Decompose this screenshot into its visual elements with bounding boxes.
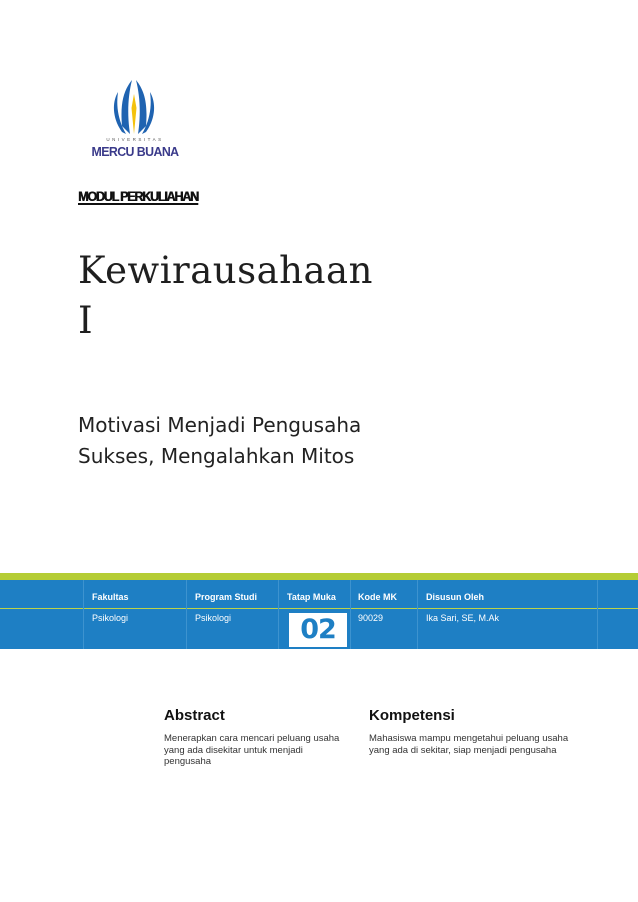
logo-name-text: MERCU BUANA [91,144,179,159]
abstract-text: Menerapkan cara mencari peluang usaha yang ada disekitar untuk menjadi pengusaha [164,733,340,767]
university-emblem-icon [108,78,162,136]
value-author: Ika Sari, SE, M.Ak [426,613,500,623]
header-program: Program Studi [195,592,258,602]
title-line: I [78,299,94,342]
module-label: MODUL PERKULIAHAN [78,188,198,204]
value-faculty: Psikologi [92,613,129,623]
header-faculty: Fakultas [92,592,129,602]
info-table [0,573,638,649]
value-course-code: 90029 [358,613,384,623]
column-divider [186,580,187,649]
band-divider [0,608,638,609]
course-title [78,246,373,346]
header-author: Disusun Oleh [426,592,485,602]
value-program: Psikologi [195,613,232,623]
column-divider [417,580,418,649]
band-top-stripe [0,573,638,580]
module-subtitle [78,410,361,472]
logo-university-text: UNIVERSITAS [106,137,164,142]
competence-text: Mahasiswa mampu mengetahui peluang usaha yang ada di sekitar, siap menjadi pengusaha [369,733,569,756]
subtitle-line: Sukses, Mengalahkan Mitos [78,444,355,468]
header-course-code: Kode MK [358,592,397,602]
header-session: Tatap Muka [287,592,336,602]
value-session-number: 02 [289,613,347,647]
column-divider [83,580,84,649]
column-divider [278,580,279,649]
competence-heading: Kompetensi [369,707,455,724]
subtitle-line: Motivasi Menjadi Pengusaha [78,413,362,437]
university-logo [80,78,190,170]
title-line: Kewirausahaan [78,249,373,292]
abstract-heading: Abstract [164,707,225,724]
column-divider [597,580,598,649]
column-divider [350,580,351,649]
